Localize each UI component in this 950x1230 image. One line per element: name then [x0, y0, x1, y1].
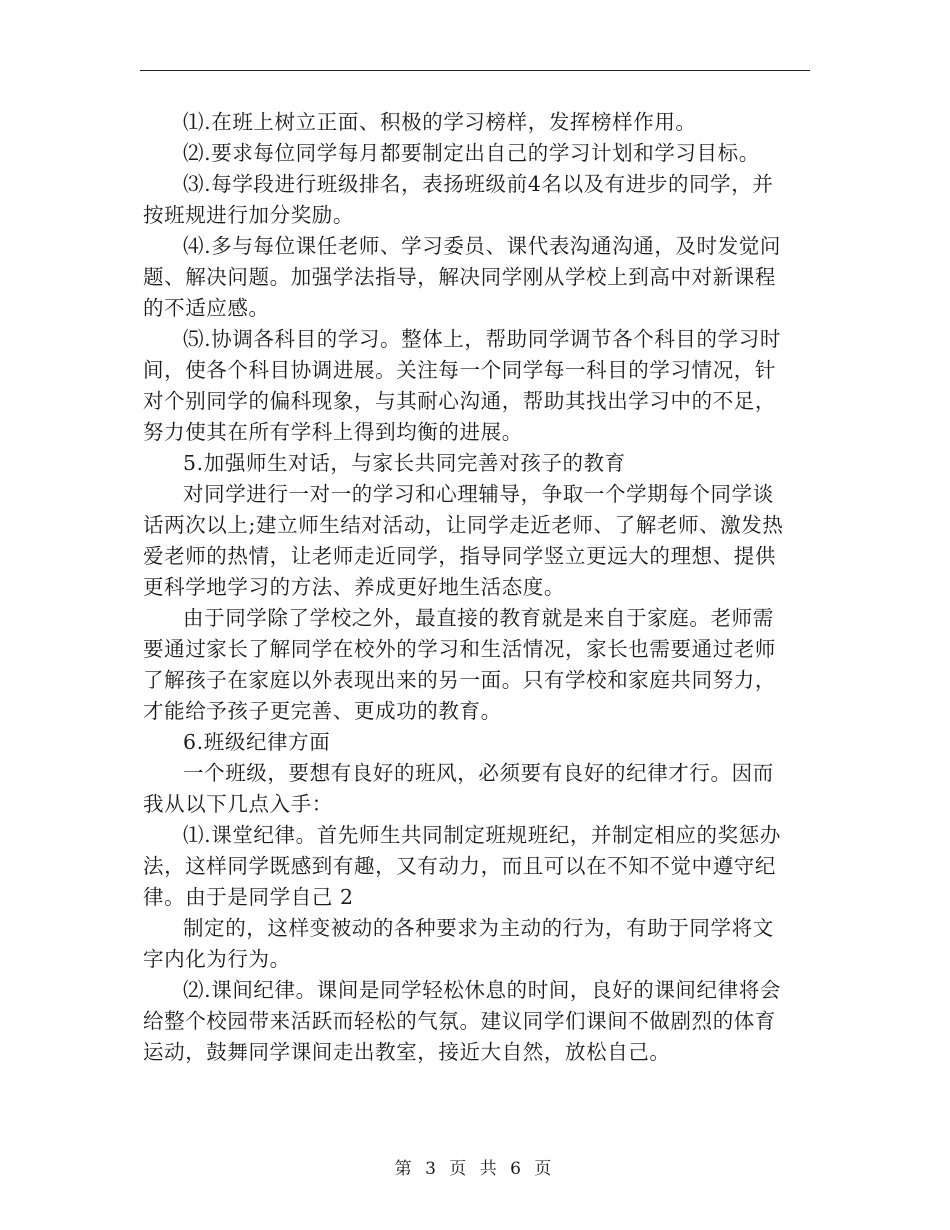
- text-line: [143, 138, 811, 169]
- line-text: ⑶.每学段进行班级排名，表扬班级前4名以及有进步的同学，并: [183, 172, 774, 196]
- text-line: [143, 448, 811, 479]
- text-line: [143, 541, 811, 572]
- line-text: 对个别同学的偏科现象，与其耐心沟通，帮助其找出学习中的不足，: [143, 389, 776, 413]
- text-line: [143, 200, 811, 231]
- line-text: 要通过家长了解同学在校外的学习和生活情况，家长也需要通过老师: [143, 637, 776, 661]
- line-text: 一个班级，要想有良好的班风，必须要有良好的纪律才行。因而: [183, 761, 774, 785]
- line-text: 由于同学除了学校之外，最直接的教育就是来自于家庭。老师需: [183, 606, 774, 630]
- line-text: 题、解决问题。加强学法指导，解决同学刚从学校上到高中对新课程: [143, 265, 776, 289]
- line-text: 6.班级纪律方面: [183, 730, 331, 754]
- text-line: [143, 417, 811, 448]
- line-text: 法，这样同学既感到有趣，又有动力，而且可以在不知不觉中遵守纪: [143, 854, 776, 878]
- text-line: [143, 789, 811, 820]
- line-text: 运动，鼓舞同学课间走出教室，接近大自然，放松自己。: [143, 1040, 671, 1064]
- line-text: 律。由于是同学自己 2: [143, 885, 354, 909]
- text-line: [143, 169, 811, 200]
- line-text: ⑷.多与每位课任老师、学习委员、课代表沟通沟通，及时发觉问: [183, 234, 781, 258]
- text-line: [143, 107, 811, 138]
- text-line: [143, 262, 811, 293]
- header-rule: [140, 70, 810, 71]
- text-line: [143, 665, 811, 696]
- line-text: 才能给予孩子更完善、更成功的教育。: [143, 699, 502, 723]
- line-text: ⑴.课堂纪律。首先师生共同制定班规班纪，并制定相应的奖惩办: [183, 823, 781, 847]
- line-text: 制定的，这样变被动的各种要求为主动的行为，有助于同学将文: [183, 916, 774, 940]
- text-line: [143, 820, 811, 851]
- line-text: 对同学进行一对一的学习和心理辅导，争取一个学期每个同学谈: [183, 482, 774, 506]
- line-text: ⑵.要求每位同学每月都要制定出自己的学习计划和学习目标。: [183, 141, 760, 165]
- line-text: 按班规进行加分奖励。: [143, 203, 354, 227]
- text-line: [143, 324, 811, 355]
- line-text: ⑵.课间纪律。课间是同学轻松休息的时间，良好的课间纪律将会: [183, 978, 781, 1002]
- line-text: 爱老师的热情，让老师走近同学，指导同学竖立更远大的理想、提供: [143, 544, 776, 568]
- text-line: [143, 696, 811, 727]
- text-line: [143, 572, 811, 603]
- line-text: 5.加强师生对话，与家长共同完善对孩子的教育: [183, 451, 626, 475]
- text-line: [143, 293, 811, 324]
- text-line: [143, 851, 811, 882]
- text-line: [143, 882, 811, 913]
- text-line: [143, 603, 811, 634]
- text-line: [143, 727, 811, 758]
- text-line: [143, 975, 811, 1006]
- text-line: [143, 386, 811, 417]
- text-line: [143, 913, 811, 944]
- line-text: 我从以下几点入手：: [143, 792, 333, 816]
- text-line: [143, 634, 811, 665]
- line-text: 话两次以上;建立师生结对活动，让同学走近老师、了解老师、激发热: [143, 513, 784, 537]
- text-line: [143, 1037, 811, 1068]
- line-text: 间，使各个科目协调进展。关注每一个同学每一科目的学习情况，针: [143, 358, 776, 382]
- line-text: ⑸.协调各科目的学习。整体上，帮助同学调节各个科目的学习时: [183, 327, 781, 351]
- page-footer: 第 3 页 共 6 页: [394, 1159, 556, 1179]
- line-text: 更科学地学习的方法、养成更好地生活态度。: [143, 575, 565, 599]
- text-line: [143, 1006, 811, 1037]
- text-line: [143, 758, 811, 789]
- text-line: [143, 510, 811, 541]
- line-text: 了解孩子在家庭以外表现出来的另一面。只有学校和家庭共同努力，: [143, 668, 776, 692]
- line-text: 的不适应感。: [143, 296, 270, 320]
- text-line: [143, 355, 811, 386]
- text-line: [143, 231, 811, 262]
- line-text: 字内化为行为。: [143, 947, 291, 971]
- document-body: [143, 107, 811, 1068]
- line-text: 努力使其在所有学科上得到均衡的进展。: [143, 420, 523, 444]
- line-text: ⑴.在班上树立正面、积极的学习榜样，发挥榜样作用。: [183, 110, 697, 134]
- text-line: [143, 479, 811, 510]
- text-line: [143, 944, 811, 975]
- line-text: 给整个校园带来活跃而轻松的气氛。建议同学们课间不做剧烈的体育: [143, 1009, 776, 1033]
